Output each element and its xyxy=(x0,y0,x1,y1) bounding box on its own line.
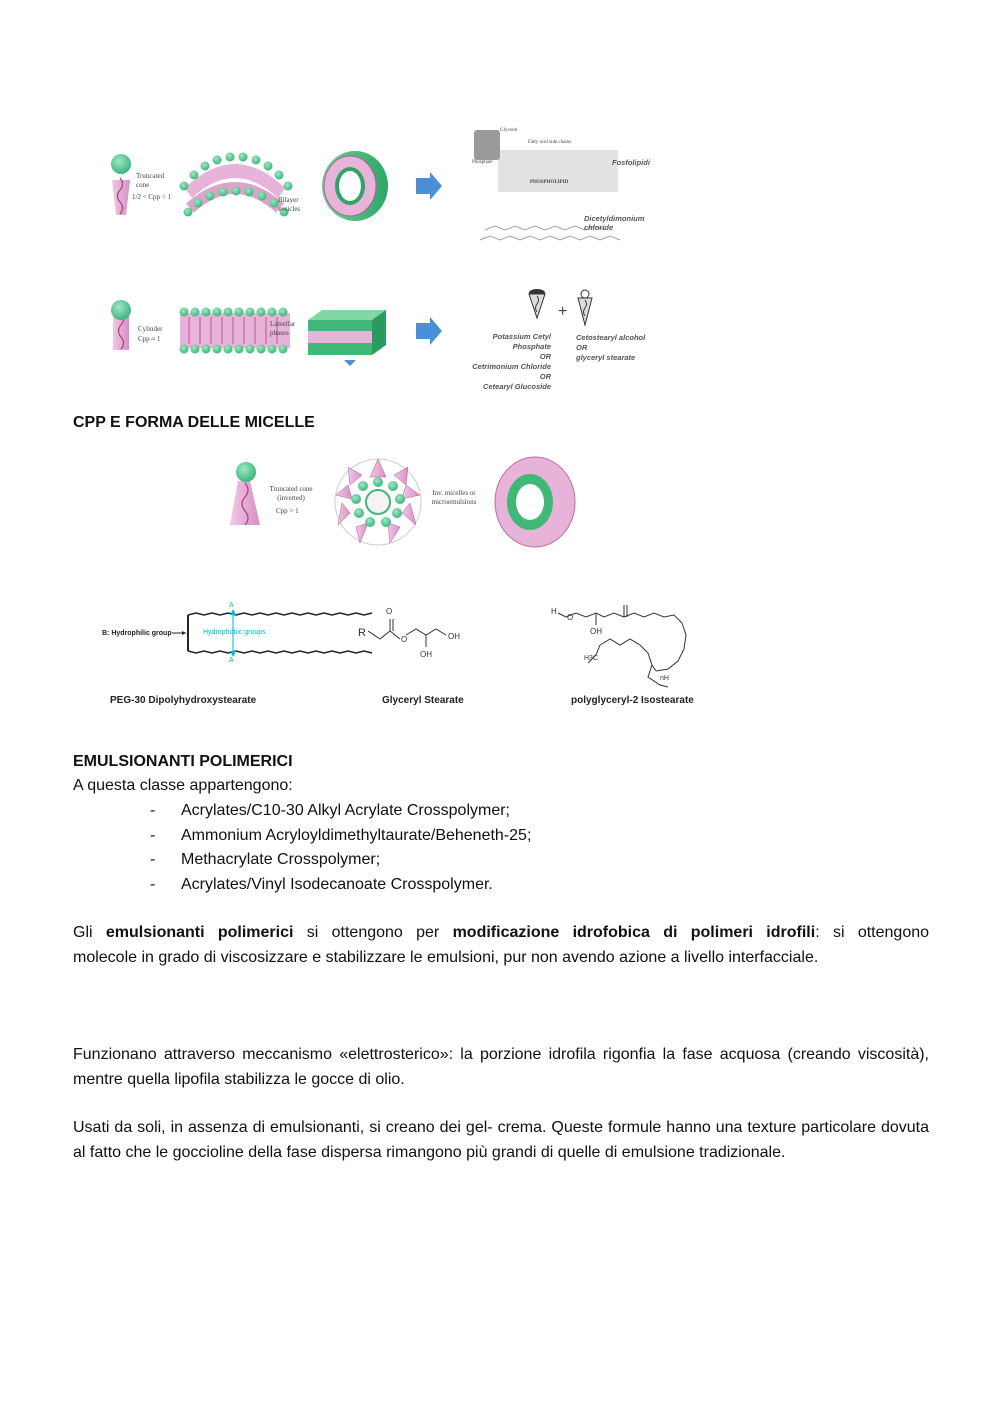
paragraph-1-line-1: Gli emulsionanti polimerici si ottengono per modificazione idrofobica di polimeri idrofili: si ottengono xyxy=(73,924,930,941)
phosphate-label: Phosphate xyxy=(472,160,493,165)
gs-o2-label: O xyxy=(401,635,408,644)
bilayer-arc xyxy=(180,153,293,217)
fosfolipidi-label: Fosfolipidi xyxy=(612,158,650,167)
paragraph-2: Funzionano attraverso meccanismo «elettrosterico»: la porzione idrofila rigonfia la fase acquosa (creando viscosità), mentre quella lipofila stabilizza le gocce di olio. xyxy=(73,1046,929,1088)
truncated-cone-row1 xyxy=(111,154,131,215)
surfactant-list-left-1: Potassium Cetyl Phosphate xyxy=(492,332,551,351)
pg-h3c-label: H3C xyxy=(584,655,599,662)
surfactant-list-right-1: Cetostearyl alcohol xyxy=(576,333,646,342)
cpp-label-row2: Cpp ≈ 1 xyxy=(138,335,161,343)
peg-30-caption: PEG-30 Dipolyhydroxystearate xyxy=(110,695,257,706)
lamellar-slab xyxy=(308,310,386,366)
hydrophilic-group-label: B: Hydrophilic group xyxy=(102,630,172,637)
paragraph-1 xyxy=(73,921,929,970)
gs-r-label: R xyxy=(358,627,366,639)
surfactant-list-right-3: glyceryl stearate xyxy=(576,353,636,362)
polyglyceryl-caption: polyglyceryl-2 Isostearate xyxy=(571,695,694,706)
section-heading-cpp: CPP E FORMA DELLE MICELLE xyxy=(73,414,315,431)
gs-oh2-label: OH xyxy=(420,650,432,659)
cpp-label-row1: 1/2 < Cpp < 1 xyxy=(132,193,172,201)
section-heading-polymeric: EMULSIONANTI POLIMERICI xyxy=(73,753,293,770)
inverted-cone-label: Truncated cone (inverted) xyxy=(269,485,313,502)
glyceryl-stearate-caption: Glyceryl Stearate xyxy=(382,695,464,706)
list-item: - Acrylates/C10-30 Alkyl Acrylate Crosspolymer; xyxy=(150,799,531,824)
pg-oh-label: OH xyxy=(590,627,602,636)
inverted-cone xyxy=(230,462,260,525)
pg-nh-label: nH xyxy=(660,675,669,682)
gs-o1-label: O xyxy=(386,607,393,616)
surfactant-list-left-4: OR xyxy=(539,372,551,381)
figure-3 xyxy=(100,595,720,715)
cone-label-row1: Truncated cone xyxy=(136,172,165,189)
hydrophobic-groups-label: Hydrophobic groups xyxy=(203,629,266,636)
fatty-chains-label: Fatty acid side chains xyxy=(528,140,572,145)
list-item: - Methacrylate Crosspolymer; xyxy=(150,848,531,873)
gs-oh1-label: OH xyxy=(448,632,460,641)
surfactant-list-left xyxy=(458,332,551,392)
inverse-micelle-label: Inv. micelles or microemulsions xyxy=(431,489,477,506)
arrow-right-icon xyxy=(416,317,442,345)
paragraph-1-body: molecole in grado di viscosizzare e stabilizzare le emulsioni, pur non avendo azione a livello interfacciale. xyxy=(73,948,819,966)
paragraph-3: Usati da soli, in assenza di emulsionanti, si creano dei gel- crema. Queste formule hanno una texture particolare dovuta al fatto che le goccioline della fase dispersa rimangono più grandi di quelle di emulsione tradizionale. xyxy=(73,1119,929,1161)
structure-label-row1: Bilayer vesicles xyxy=(278,196,301,213)
polymer-list xyxy=(150,799,531,897)
figure-1 xyxy=(80,120,680,395)
surfactant-list-left-5: Cetearyl Glucoside xyxy=(483,382,551,391)
a-bottom-label: A xyxy=(229,657,234,664)
cylinder-row2 xyxy=(111,300,131,350)
pg-o-label: O xyxy=(567,613,574,622)
svg-text:+: + xyxy=(558,303,568,320)
arrow-right-icon xyxy=(416,172,442,200)
structure-label-row2: Lamellar phases xyxy=(270,320,296,337)
microemulsion-droplet xyxy=(495,457,575,547)
vesicle xyxy=(322,151,388,221)
surfactant-list-right-2: OR xyxy=(576,343,588,352)
cone-label-row2: Cylinder xyxy=(138,325,163,333)
surfactant-list-left-3: Cetrimonium Chloride xyxy=(472,362,551,371)
a-top-label: A xyxy=(229,602,234,609)
surfactant-list-left-2: OR xyxy=(539,352,551,361)
pg-h-label: H xyxy=(551,607,557,616)
dicetyldimonium-label: Dicetyldimonium chloride xyxy=(584,214,645,232)
inverted-cpp-label: Cpp > 1 xyxy=(276,507,299,515)
peg-30-structure xyxy=(172,609,372,657)
figure-2 xyxy=(230,455,580,550)
list-item: - Acrylates/Vinyl Isodecanoate Crosspolymer. xyxy=(150,873,531,898)
surfactant-list-right xyxy=(576,333,645,363)
list-item: - Ammonium Acryloyldimethyltaurate/Beheneth-25; xyxy=(150,824,531,849)
phospholipid-label: PHOSPHOLIPID xyxy=(530,180,569,185)
inverse-micelle xyxy=(335,459,421,545)
glycerol-label: Glycerol xyxy=(500,128,518,133)
section-intro: A questa classe appartengono: xyxy=(73,777,293,794)
surfactant-cones xyxy=(529,289,592,325)
